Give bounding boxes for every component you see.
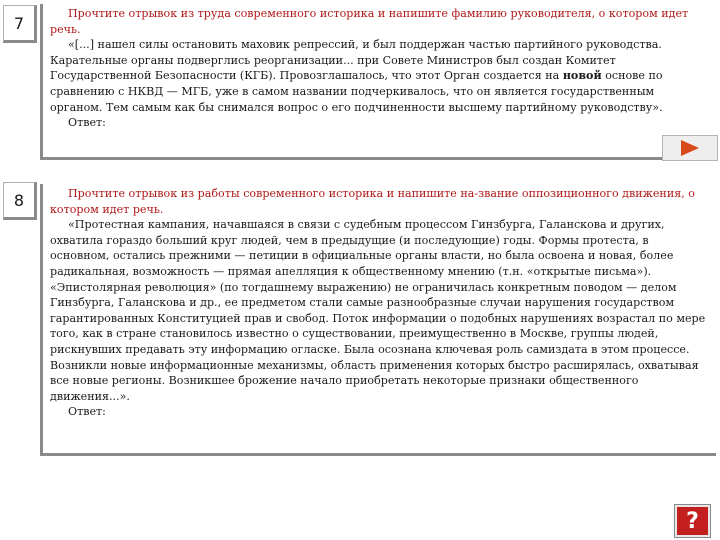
task-8 (40, 184, 716, 456)
task-7-text-part1: «[...] нашел силы остановить маховик репрессий, и был поддержан частью партийного руководства. Карательные органы подверглись реорганизации... при Совете Министров был создан Комитет Государственной Безопасности (КГБ). Провозглашалось, что этот Орган создается на (50, 38, 662, 83)
task-7-text-part2: основе по сравнению с НКВД — МГБ, уже в самом названии подчеркивалось, что он является государственным органом. Тем самым как бы снимался вопрос о его подчиненности высшему партийному руководству». (50, 69, 663, 114)
task-number-7: 7 (3, 5, 37, 43)
task-7-question: Прочтите отрывок из труда современного историка и напишите фамилию руководителя, о котором идет речь. (50, 7, 689, 36)
task-7-text (50, 37, 710, 115)
help-button[interactable]: ? (675, 505, 710, 537)
task-7 (40, 4, 716, 160)
task-8-question: Прочтите отрывок из работы современного историка и напишите на-звание оппозиционного движения, о котором идет речь. (50, 187, 695, 216)
task-7-text-bold: новой (562, 69, 602, 83)
task-8-answer-label: Ответ: (68, 405, 106, 419)
task-8-text: «Протестная кампания, начавшаяся в связи с судебным процессом Гинзбурга, Галанскова и других, охватила гораздо больший круг людей, чем в предыдущие (и последующие) годы. Формы протеста, в основном, остались прежними — петиции в официальные органы власти, но была освоена и новая, более радикальная, возможность — прямая апелляция к общественному мнению (т.н. «открытые письма»). «Эпистолярная революция» (по тогдашнему выражению) не ограничилась конкретным поводом — делом Гинзбурга, Галанскова и др., ее предметом стали самые разнообразные случаи нарушения государством гарантированных Конституцией прав и свобод. Поток информации о подобных нарушениях возрастал по мере того, как в стране становилось известно о существовании, преимущественно в Москве, группы людей, рискнувших предавать эту информацию огласке. Была осознана ключевая роль самиздата в этом процессе. Возникли новые информационные механизмы, область применения которых быстро расширялась, охватывая все новые регионы. Возникшее брожение начало приобретать некоторые признаки общественного движения...». (50, 218, 706, 403)
task-7-answer-label: Ответ: (68, 116, 106, 130)
task-number-8: 8 (3, 182, 37, 220)
next-button[interactable] (662, 135, 718, 161)
play-triangle-icon (679, 139, 701, 157)
